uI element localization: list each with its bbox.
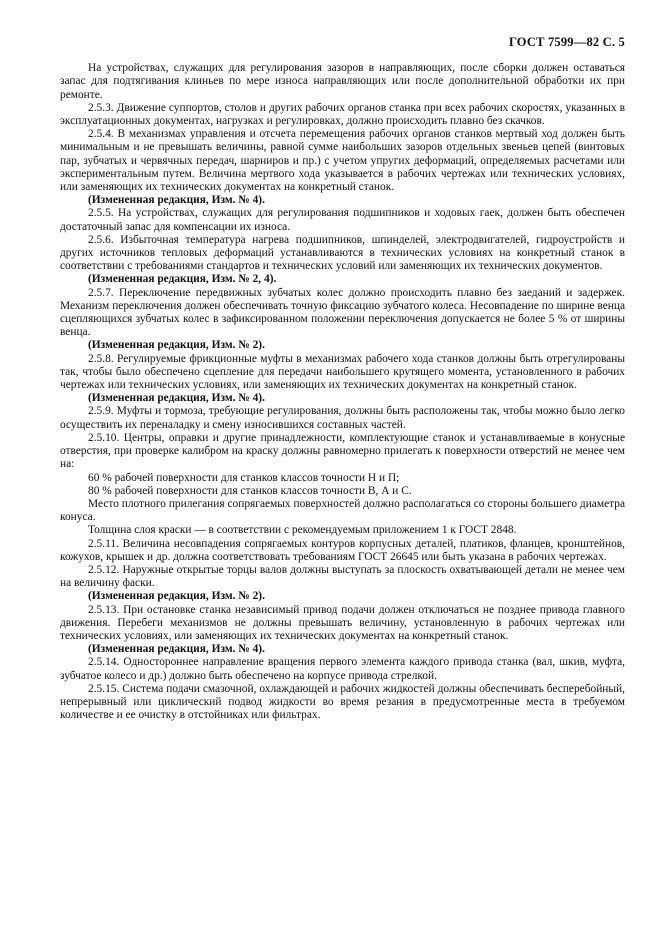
page-header: ГОСТ 7599—82 С. 5 bbox=[508, 35, 625, 49]
paragraph: Место плотного прилегания сопрягаемых поверхностей должно располагаться со стороны большего диаметра конуса. bbox=[60, 497, 625, 524]
paragraph: 2.5.5. На устройствах, служащих для регулирования подшипников и ходовых гаек, должен быть обеспечен достаточный запас для компенсации их износа. bbox=[60, 207, 625, 233]
paragraph: 2.5.13. При остановке станка независимый привод подачи должен отключаться не позднее привода главного движения. Перебеги механизмов не должны превышать величину, установленную в рабочих чертежах или технических условиях, или заменяющих их технических документах на конкретный станок. bbox=[60, 603, 625, 642]
revision-note: (Измененная редакция, Изм. № 4). bbox=[88, 392, 265, 405]
paragraph: 2.5.3. Движение суппортов, столов и других рабочих органов станка при всех рабочих скоростях, указанных в эксплуатационных документах, нагрузках и регулировках, должно происходить плавно без скачков. bbox=[60, 101, 625, 128]
paragraph: 60 % рабочей поверхности для станков классов точности Н и П; bbox=[88, 471, 400, 484]
document-body bbox=[60, 62, 625, 722]
revision-note: (Измененная редакция, Изм. № 2). bbox=[88, 590, 265, 603]
revision-note: (Измененная редакция, Изм. № 4). bbox=[88, 194, 265, 207]
revision-note: (Измененная редакция, Изм. № 2). bbox=[88, 339, 265, 352]
paragraph: 2.5.15. Система подачи смазочной, охлаждающей и рабочих жидкостей должны обеспечивать бесперебойный, непрерывный или циклический подвод жидкости во время резания в предусмотренные места в требуемом количестве и ее очистку в отстойниках или фильтрах. bbox=[60, 682, 625, 722]
paragraph: 2.5.8. Регулируемые фрикционные муфты в механизмах рабочего хода станков должны быть отрегулированы так, чтобы было обеспечено сцепление для передачи наибольшего крутящего момента, установленного в рабочих чертежах или технических условиях, или заменяющих их технических документах на конкретный станок. bbox=[60, 352, 625, 392]
paragraph: 2.5.4. В механизмах управления и отсчета перемещения рабочих органов станков мертвый ход должен быть минимальным и не превышать величины, равной сумме наибольших зазоров отдельных звеньев цепей (винтовых пар, зубчатых и червячных передач, шарниров и пр.) с учетом упругих деформаций, определяемых расчетами или экспериментальным путем. Величина мертвого хода указывается в рабочих чертежах или технических условиях, или заменяющих их технических документах на конкретный станок. bbox=[60, 128, 625, 194]
paragraph: 2.5.6. Избыточная температура нагрева подшипников, шпинделей, электродвигателей, гидроустройств и других источников тепловых деформаций устанавливаются в технических условиях на конкретный станок в соответствии с требованиями стандартов и технических условий или заменяющих их технических документов. bbox=[60, 233, 625, 273]
paragraph: 2.5.14. Одностороннее направление вращения первого элемента каждого привода станка (вал, шкив, муфта, зубчатое колесо и др.) должно быть обеспечено на корпусе привода стрелкой. bbox=[60, 656, 625, 682]
paragraph: 80 % рабочей поверхности для станков классов точности В, А и С. bbox=[88, 484, 412, 497]
paragraph: 2.5.7. Переключение передвижных зубчатых колес должно происходить плавно без заеданий и задержек. Механизм переключения должен обеспечивать точную фиксацию зубчатого колеса. Несовпадение по ширине венца сцепляющихся зубчатых колес в зафиксированном положении переключения допускается не более 5 % от ширины венца. bbox=[60, 286, 625, 339]
paragraph: 2.5.12. Наружные открытые торцы валов должны выступать за плоскость охватывающей детали не менее чем на величину фаски. bbox=[60, 563, 625, 590]
paragraph: На устройствах, служащих для регулирования зазоров в направляющих, после сборки должен оставаться запас для подтягивания клиньев по мере износа направляющих или после дополнительной обработки их при ремонте. bbox=[60, 62, 625, 101]
paragraph: 2.5.10. Центры, оправки и другие принадлежности, комплектующие станок и устанавливаемые в конусные отверстия, при проверке калибром на краску должны равномерно прилегать к поверхности отверстий не менее чем на: bbox=[60, 431, 625, 471]
revision-note: (Измененная редакция, Изм. № 2, 4). bbox=[88, 273, 277, 286]
paragraph: 2.5.9. Муфты и тормоза, требующие регулирования, должны быть расположены так, чтобы можно было легко осуществить их переналадку и смену износившихся составных частей. bbox=[60, 405, 625, 431]
paragraph: 2.5.11. Величина несовпадения сопрягаемых контуров корпусных деталей, платиков, фланцев, кронштейнов, кожухов, крышек и др. должна соответствовать требованиям ГОСТ 26645 или быть указана в рабочих чертежах. bbox=[60, 537, 625, 563]
paragraph: Толщина слоя краски — в соответствии с рекомендуемым приложением 1 к ГОСТ 2848. bbox=[88, 524, 517, 537]
revision-note: (Измененная редакция, Изм. № 4). bbox=[88, 643, 265, 656]
